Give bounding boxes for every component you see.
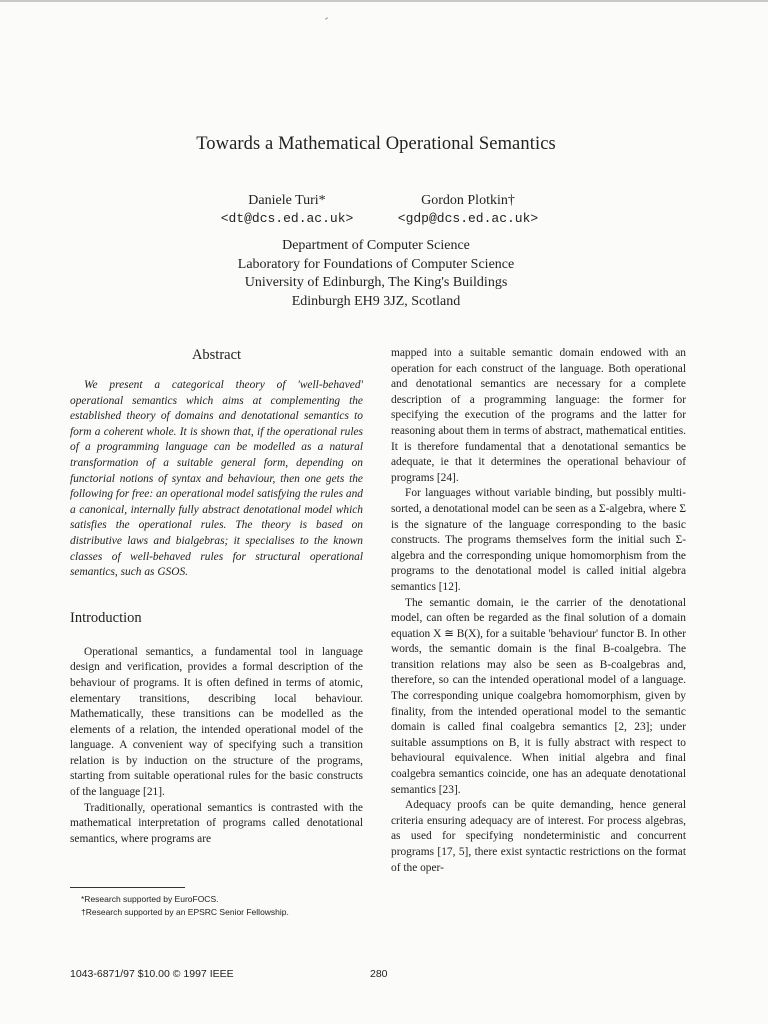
author-block — [388, 192, 548, 228]
page-number: 280 — [370, 968, 388, 980]
author-email: <gdp@dcs.ed.ac.uk> — [397, 211, 539, 226]
left-column — [70, 346, 363, 847]
footnote: *Research supported by EuroFOCS. — [81, 894, 219, 904]
copyright-code: 1043-6871/97 $10.00 © 1997 IEEE — [70, 968, 234, 980]
affiliation-line: University of Edinburgh, The King's Buildings — [244, 275, 508, 290]
body-paragraph: Traditionally, operational semantics is contrasted with the mathematical interpretation of programs called denotational semantics, where programs are — [70, 801, 363, 845]
footnote-rule — [70, 887, 185, 888]
author-name: Gordon Plotkin† — [421, 193, 515, 208]
introduction-heading: Introduction — [70, 609, 142, 626]
affiliation — [0, 237, 752, 311]
scan-speck — [325, 17, 328, 20]
scan-top-edge — [0, 0, 768, 2]
abstract-heading: Abstract — [191, 347, 242, 363]
footnote: †Research supported by an EPSRC Senior Fellowship. — [81, 907, 289, 917]
author-block — [202, 192, 372, 228]
body-paragraph: Operational semantics, a fundamental tool in language design and verification, provides a formal description of the behaviour of programs. It is often defined in terms of atomic, elementary transitions, describing local behaviour. Mathematically, these transitions can be modelled as the elements of a relation, the intended operational model of the language. A convenient way of specifying such a transition relation is by induction on the structure of the programs, starting from suitable operational rules for the basic constructs of the language [21]. — [70, 645, 363, 799]
author-name: Daniele Turi* — [248, 193, 326, 208]
affiliation-line: Laboratory for Foundations of Computer Science — [237, 256, 515, 272]
author-email: <dt@dcs.ed.ac.uk> — [220, 211, 354, 226]
affiliation-line: Edinburgh EH9 3JZ, Scotland — [291, 293, 461, 309]
affiliation-line: Department of Computer Science — [282, 238, 470, 253]
paper-title: Towards a Mathematical Operational Semantics — [196, 134, 556, 154]
abstract-text: We present a categorical theory of 'well-behaved' operational semantics which aims at complementing the established theory of domains and denotational semantics to form a coherent whole. It is shown that, if the operational rules of a programming language can be modelled as a natural transformation of a suitable general form, depending on functorial notions of syntax and behaviour, then one gets the following for free: an operational model satisfying the rules and a canonical, internally fully abstract denotational model which satisfies the operational rules. The theory is based on distributive laws and bialgebras; it specialises to the known classes of well-behaved rules for structural operational semantics, such as GSOS. — [70, 379, 363, 579]
body-paragraph: Adequacy proofs can be quite demanding, hence general criteria ensuring adequacy are of interest. For process algebras, as used for specifying nondeterministic and concurrent programs [17, 5], there exist syntactic restrictions on the format of the oper- — [391, 799, 686, 874]
body-paragraph: mapped into a suitable semantic domain endowed with an operation for each construct of the language. Both operational and denotational semantics are necessary for a complete description of a programming language: the former for specifying the execution of the programs and the latter for reasoning about them in terms of abstract, mathematical entities. It is therefore fundamental that a denotational semantics be adequate, ie that it determines the operational behaviour of programs [24]. — [391, 347, 686, 484]
right-column — [391, 346, 686, 876]
body-paragraph: The semantic domain, ie the carrier of the denotational model, can often be regarded as the final solution of a domain equation X ≅ B(X), for a suitable 'behaviour' functor B. In other words, the semantic domain is the final B-coalgebra. The transition relations may also be seen as B-coalgebras and, therefore, so can the intended operational model of a language. The corresponding unique coalgebra homomorphism, given by finality, from the intended operational model to the semantic domain is called final coalgebra semantics [2, 23]; under suitable assumptions on B, it is fully abstract with respect to behavioural equivalence. When initial algebra and final coalgebra semantics coincide, one has an adequate denotational semantics [23]. — [391, 596, 686, 796]
body-paragraph: For languages without variable binding, but possibly multi-sorted, a denotational model can be seen as a Σ-algebra, where Σ is the signature of the language corresponding to the basic constructs. The programs themselves form the initial such Σ-algebra and the corresponding unique homomorphism from the programs to the denotational model is called initial algebra semantics [12]. — [391, 487, 686, 593]
